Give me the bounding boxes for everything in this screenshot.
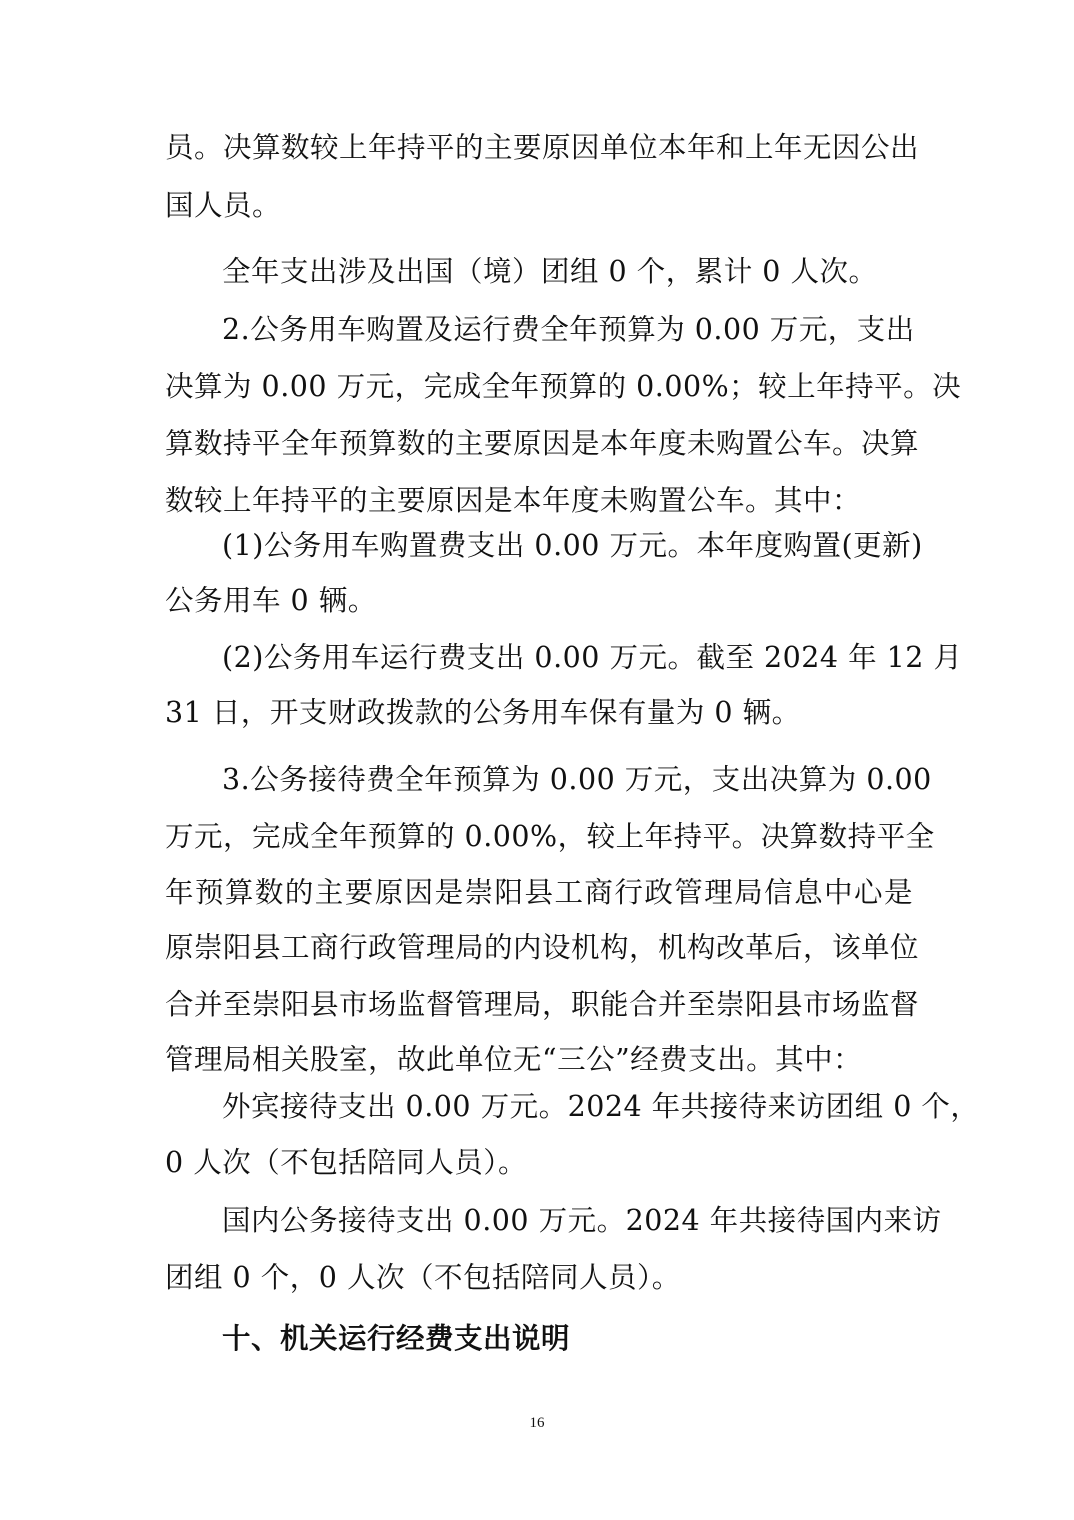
text-line: 公务用车 0 辆。 — [165, 584, 377, 617]
text-line: 算数持平全年预算数的主要原因是本年度未购置公车。决算 — [165, 427, 920, 460]
text-line: 决算为 0.00 万元，完成全年预算的 0.00%；较上年持平。决 — [165, 370, 962, 403]
text-line: 外宾接待支出 0.00 万元。2024 年共接待来访团组 0 个， — [222, 1090, 980, 1123]
text-line: (1)公务用车购置费支出 0.00 万元。本年度购置(更新) — [222, 529, 923, 562]
text-line: 国内公务接待支出 0.00 万元。2024 年共接待国内来访 — [222, 1204, 942, 1237]
text-line: 团组 0 个，0 人次（不包括陪同人员）。 — [165, 1261, 681, 1294]
text-line: 员。决算数较上年持平的主要原因单位本年和上年无因公出 — [165, 131, 920, 164]
text-line: (2)公务用车运行费支出 0.00 万元。截至 2024 年 12 月 — [222, 641, 963, 674]
section-heading: 十、机关运行经费支出说明 — [222, 1322, 571, 1355]
text-line: 3.公务接待费全年预算为 0.00 万元，支出决算为 0.00 — [222, 763, 932, 796]
text-line: 全年支出涉及出国（境）团组 0 个，累计 0 人次。 — [222, 255, 878, 288]
text-line: 合并至崇阳县市场监督管理局，职能合并至崇阳县市场监督 — [165, 988, 920, 1021]
page-number: 16 — [529, 1415, 545, 1431]
text-line: 年预算数的主要原因是崇阳县工商行政管理局信息中心是 — [165, 876, 913, 909]
text-line: 万元，完成全年预算的 0.00%，较上年持平。决算数持平全 — [165, 820, 935, 853]
text-line: 国人员。 — [165, 189, 282, 222]
text-line: 数较上年持平的主要原因是本年度未购置公车。其中： — [165, 484, 862, 517]
text-line: 原崇阳县工商行政管理局的内设机构，机构改革后，该单位 — [165, 931, 920, 964]
text-line: 0 人次（不包括陪同人员）。 — [165, 1146, 527, 1179]
text-line: 管理局相关股室，故此单位无“三公”经费支出。其中： — [165, 1043, 863, 1076]
text-line: 31 日，开支财政拨款的公务用车保有量为 0 辆。 — [165, 696, 801, 729]
text-line: 2.公务用车购置及运行费全年预算为 0.00 万元，支出 — [222, 313, 915, 346]
